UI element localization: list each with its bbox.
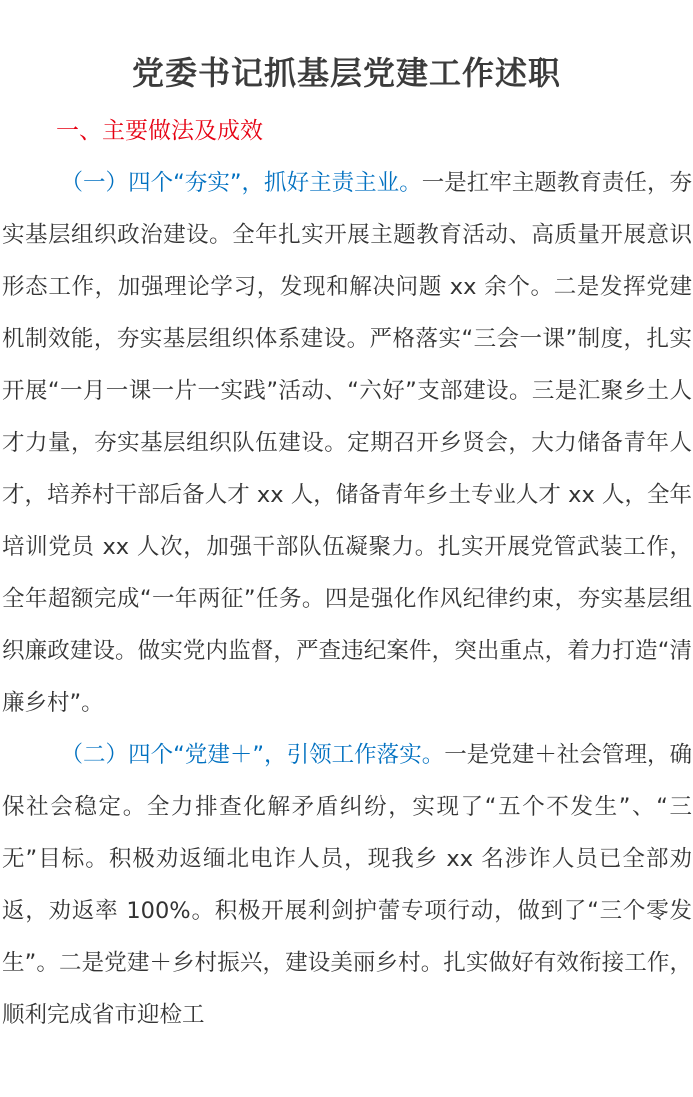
paragraph-1 (2, 157, 692, 729)
paragraph-2 (2, 729, 692, 1041)
section-heading: 一、主要做法及成效 (56, 118, 263, 144)
paragraph-2-text: 一是党建＋社会管理，确保社会稳定。全力排查化解矛盾纠纷，实现了“五个不发生”、“三无”目标。积极劝返缅北电诈人员，现我乡 xx 名涉诈人员已全部劝返，劝返率 100%。积极开展利剑护蕾专项行动，做到了“三个零发生”。二是党建＋乡村振兴，建设美丽乡村。扎实做好有效衔接工作，顺利完成省市迎检工 (2, 742, 692, 1028)
paragraph-1-heading: （一）四个“夯实”，抓好主责主业。 (60, 170, 422, 196)
paragraph-2-heading: （二）四个“党建＋”，引领工作落实。 (60, 742, 445, 768)
document-title: 党委书记抓基层党建工作述职 (131, 54, 561, 93)
document-body (2, 157, 692, 1041)
paragraph-1-text: 一是扛牢主题教育责任，夯实基层组织政治建设。全年扎实开展主题教育活动、高质量开展意识形态工作，加强理论学习，发现和解决问题 xx 余个。二是发挥党建机制效能，夯实基层组织体系建设。严格落实“三会一课”制度，扎实开展“一月一课一片一实践”活动、“六好”支部建设。三是汇聚乡土人才力量，夯实基层组织队伍建设。定期召开乡贤会，大力储备青年人才，培养村干部后备人才 xx 人，储备青年乡土专业人才 xx 人，全年培训党员 xx 人次，加强干部队伍凝聚力。扎实开展党管武装工作，全年超额完成“一年两征”任务。四是强化作风纪律约束，夯实基层组织廉政建设。做实党内监督，严查违纪案件，突出重点，着力打造“清廉乡村”。 (2, 170, 692, 716)
